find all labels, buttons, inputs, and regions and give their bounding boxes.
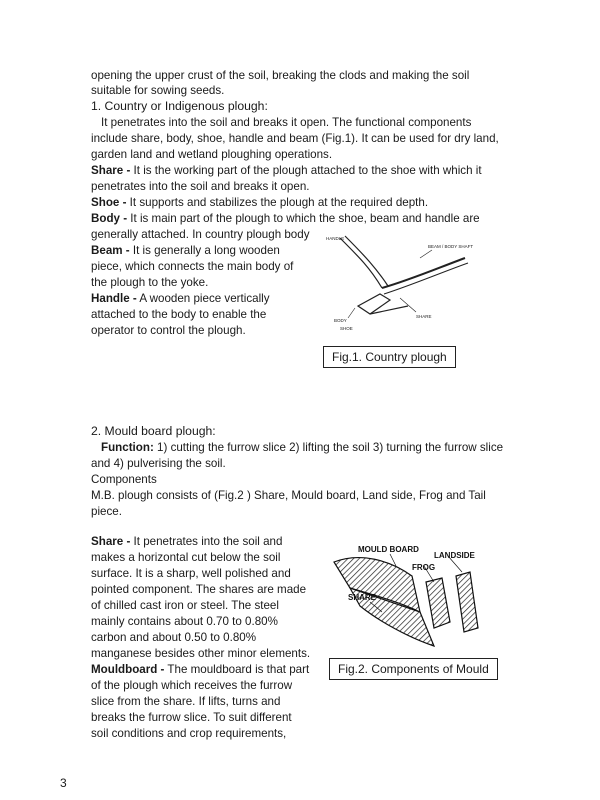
body-def-line-2: generally attached. In country plough body [91, 228, 310, 241]
mb-share-line-4: pointed component. The shares are made [91, 583, 307, 596]
mb-share-term: Share - [91, 535, 131, 548]
function-line-2: and 4) pulverising the soil. [91, 457, 226, 470]
fig2-label-mould: MOULD BOARD [358, 545, 419, 554]
share-def-line-2: penetrates into the soil and breaks it open. [91, 180, 310, 193]
function-line-1 [101, 440, 503, 455]
mb-share-line-1 [91, 534, 282, 549]
body-term: Body - [91, 212, 128, 225]
shoe-def-text: It supports and stabilizes the plough at the required depth. [126, 196, 429, 209]
handle-term: Handle - [91, 292, 137, 305]
section1-para-1: It penetrates into the soil and breaks it open. The functional components [101, 116, 472, 129]
fig2-label-share: SHARE [348, 593, 377, 602]
body-def-line-1 [91, 211, 480, 226]
intro-line-2: suitable for sowing seeds. [91, 84, 225, 97]
fig1-label-beam: BEAM / BODY SHAFT [428, 244, 474, 249]
fig2-label-landside: LANDSIDE [434, 551, 475, 560]
components-line-1: M.B. plough consists of (Fig.2 ) Share, Mould board, Land side, Frog and Tail [91, 489, 486, 502]
components-line-2: piece. [91, 505, 122, 518]
share-term: Share - [91, 164, 131, 177]
mouldboard-line-4: breaks the furrow slice. To suit different [91, 711, 292, 724]
components-heading: Components [91, 473, 157, 486]
body-def-text: It is main part of the plough to which the shoe, beam and handle are [127, 212, 480, 225]
function-term: Function: [101, 441, 154, 454]
beam-def-line-1 [91, 243, 280, 258]
share-def-text: It is the working part of the plough attached to the shoe with which it [130, 164, 482, 177]
intro-line-1: opening the upper crust of the soil, breaking the clods and making the soil [91, 69, 470, 82]
mb-share-line-3: surface. It is a sharp, well polished and [91, 567, 291, 580]
handle-def-line-1 [91, 291, 270, 306]
mould-board-figure [330, 542, 490, 648]
mouldboard-line-3: slice from the share. If lifts, turns and [91, 695, 281, 708]
mb-share-line-7: carbon and about 0.50 to 0.80% [91, 631, 257, 644]
fig1-label-share: SHARE [416, 314, 432, 319]
fig2-caption: Fig.2. Components of Mould [329, 658, 498, 680]
beam-def-text: It is generally a long wooden [129, 244, 280, 257]
section2-heading: 2. Mould board plough: [91, 424, 216, 438]
mouldboard-line-2: of the plough which receives the furrow [91, 679, 293, 692]
shoe-def-line [91, 195, 428, 210]
handle-def-text: A wooden piece vertically [136, 292, 270, 305]
mb-share-line-5: of chilled cast iron or steel. The steel [91, 599, 279, 612]
mb-share-text: It penetrates into the soil and [130, 535, 283, 548]
function-text: 1) cutting the furrow slice 2) lifting the soil 3) turning the furrow slice [153, 441, 504, 454]
mb-share-line-8: manganese besides other minor elements. [91, 647, 311, 660]
mouldboard-text: The mouldboard is that part [164, 663, 310, 676]
fig2-label-frog: FROG [412, 563, 436, 572]
beam-def-line-2: piece, which connects the main body of [91, 260, 294, 273]
fig1-caption: Fig.1. Country plough [323, 346, 456, 368]
beam-def-line-3: the plough to the yoke. [91, 276, 209, 289]
mouldboard-term: Mouldboard - [91, 663, 165, 676]
shoe-term: Shoe - [91, 196, 127, 209]
section1-para-2: include share, body, shoe, handle and beam (Fig.1). It can be used for dry land, [91, 132, 499, 145]
beam-term: Beam - [91, 244, 130, 257]
handle-def-line-2: attached to the body to enable the [91, 308, 267, 321]
share-def-line-1 [91, 163, 482, 178]
mb-share-line-6: mainly contains about 0.70 to 0.80% [91, 615, 278, 628]
handle-def-line-3: operator to control the plough. [91, 324, 246, 337]
mouldboard-line-1 [91, 662, 309, 677]
mouldboard-line-5: soil conditions and crop requirements, [91, 727, 287, 740]
fig1-label-body: BODY [334, 318, 347, 323]
fig1-label-handle: HANDLE [326, 236, 345, 241]
section1-heading: 1. Country or Indigenous plough: [91, 99, 268, 113]
country-plough-figure [320, 228, 480, 336]
page-number: 3 [60, 776, 67, 790]
mb-share-line-2: makes a horizontal cut below the soil [91, 551, 281, 564]
fig1-label-shoe: SHOE [340, 326, 353, 331]
section1-para-3: garden land and wetland ploughing operations. [91, 148, 333, 161]
